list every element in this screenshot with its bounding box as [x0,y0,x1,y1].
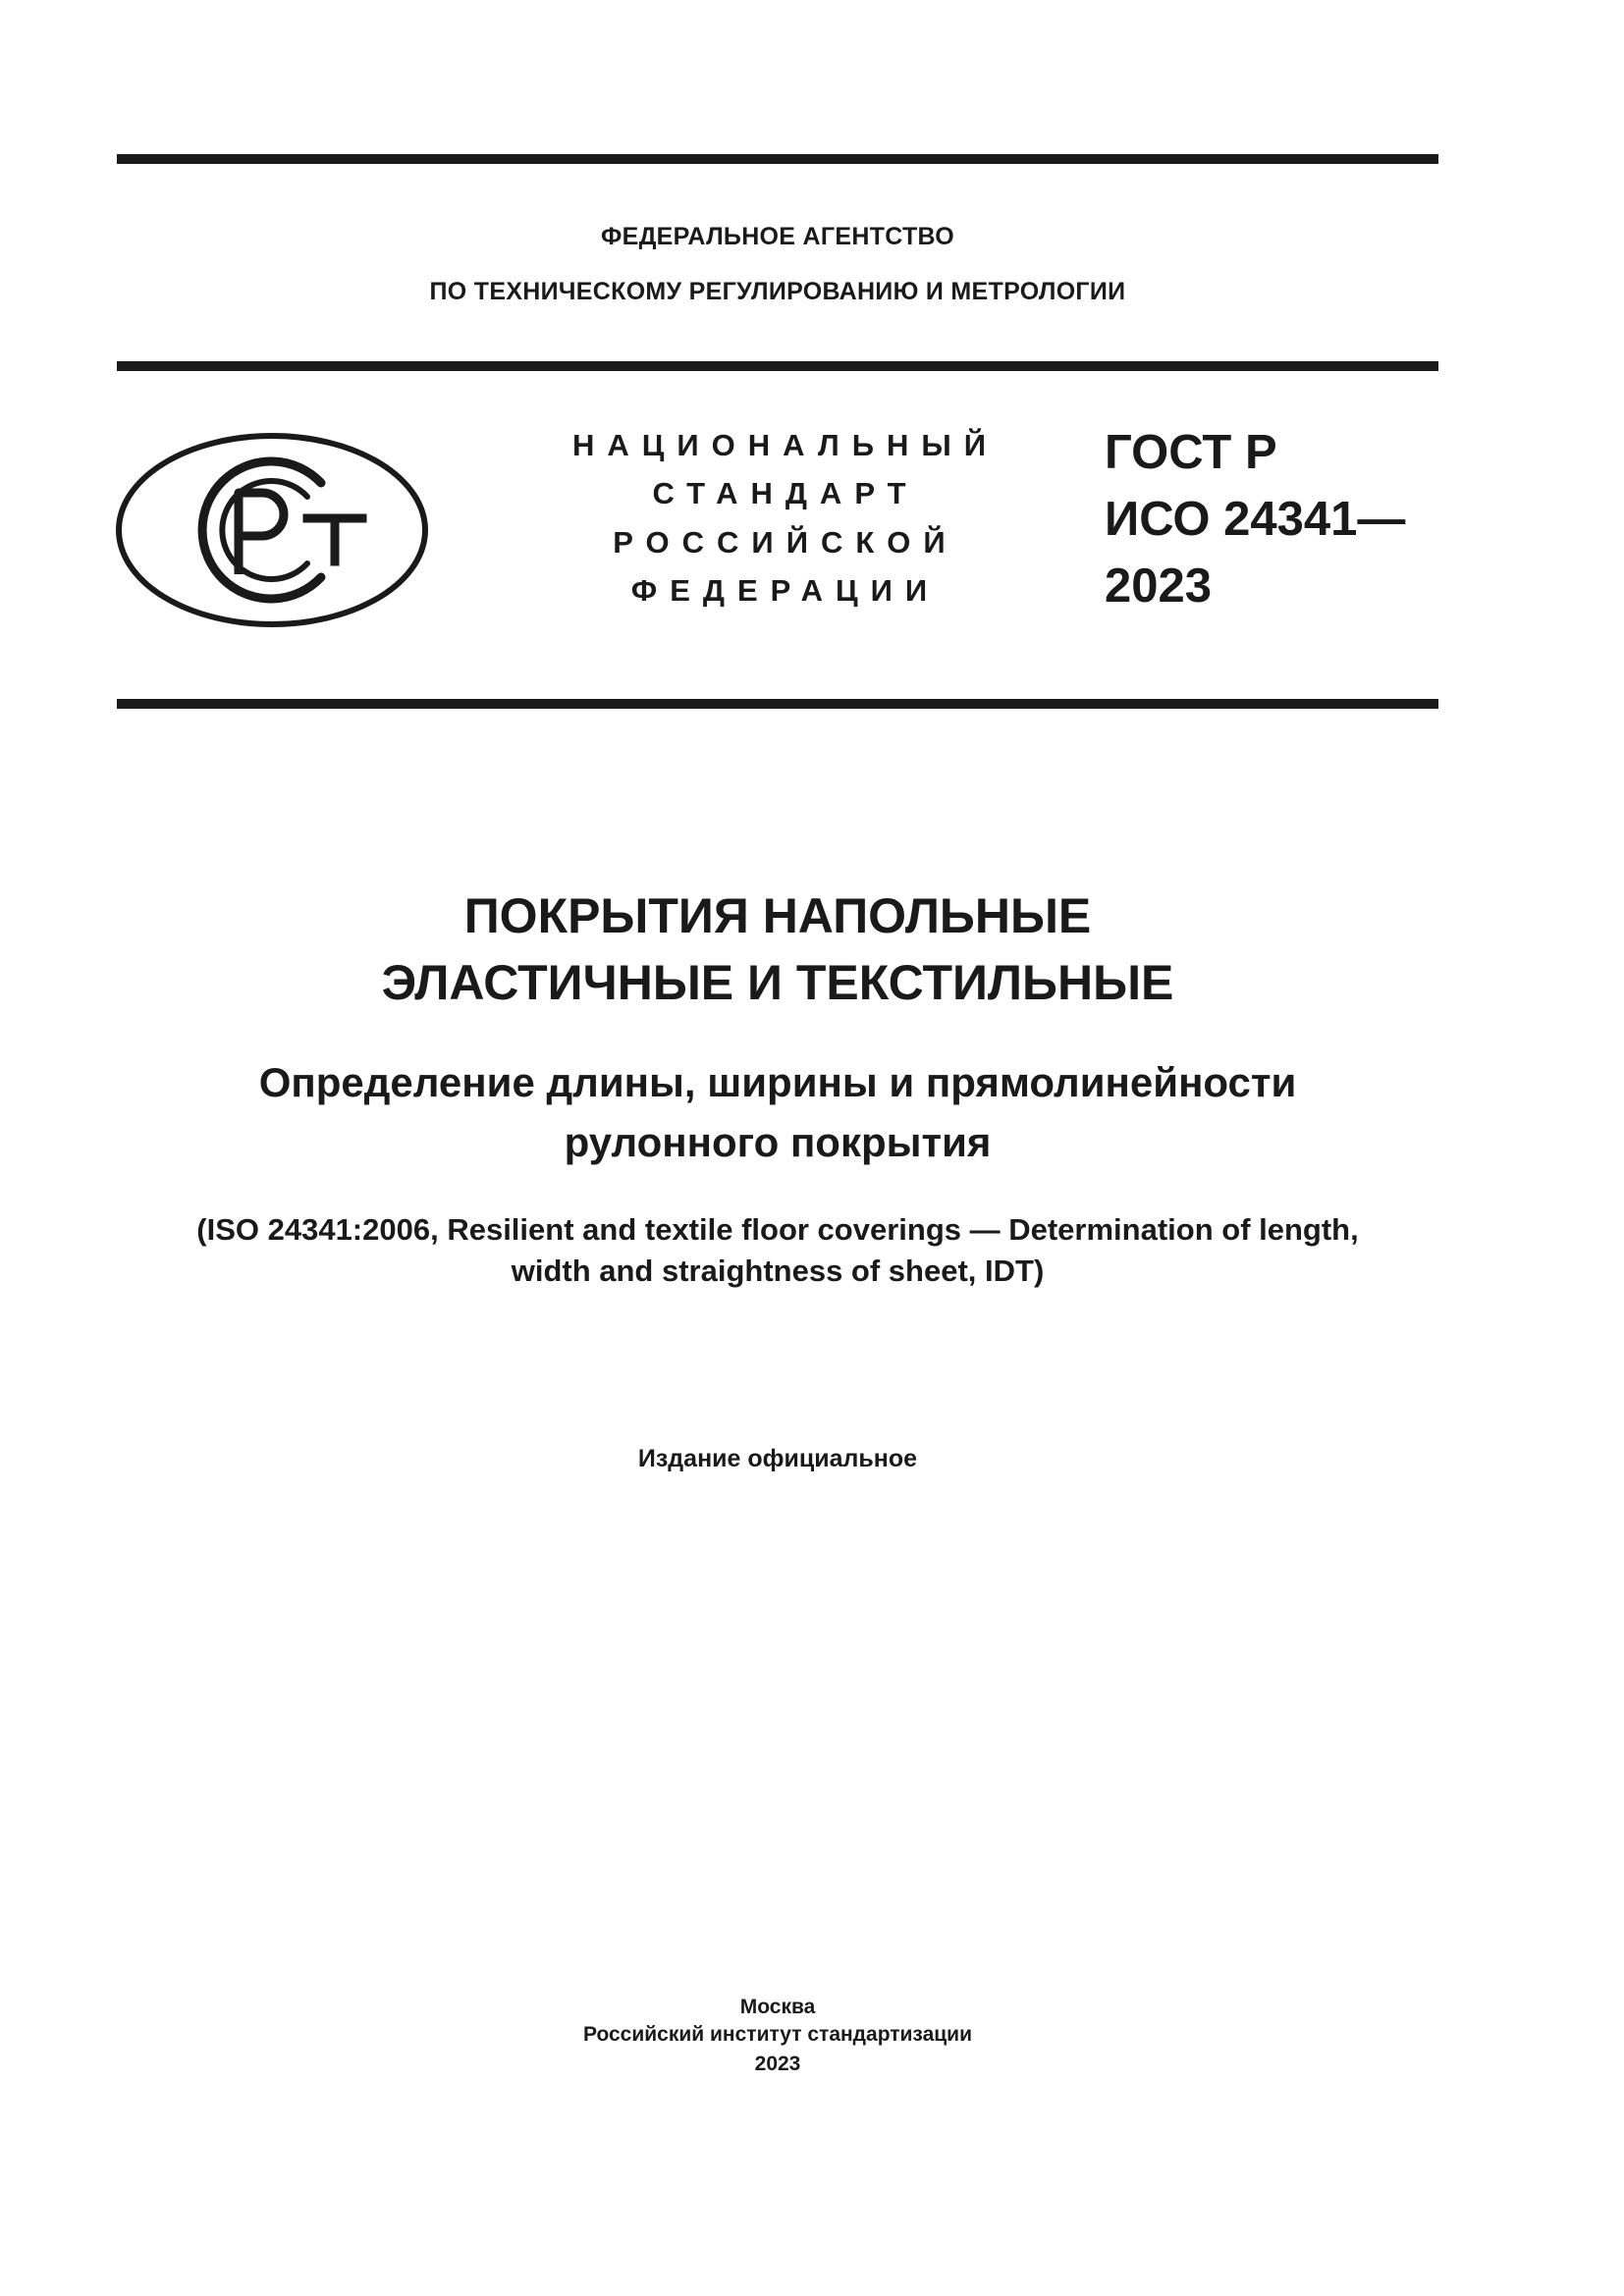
footer-city: Москва [739,1996,816,2018]
national-standard-line-3: РОССИЙСКОЙ [613,525,958,560]
agency-line-2: ПО ТЕХНИЧЕСКОМУ РЕГУЛИРОВАНИЮ И МЕТРОЛОГИИ [429,278,1126,305]
header-rule [117,361,1438,371]
iso-reference-line-1: (ISO 24341:2006, Resilient and textile floor coverings — Determination of length, [196,1212,1359,1247]
national-standard-line-2: СТАНДАРТ [652,476,919,510]
agency-line-1: ФЕДЕРАЛЬНОЕ АГЕНТСТВО [600,223,955,250]
iso-reference-line-2: width and straightness of sheet, IDT) [511,1254,1045,1288]
document-subtitle-line-2: рулонного покрытия [564,1119,992,1165]
top-rule [117,154,1438,164]
document-title-line-1: ПОКРЫТИЯ НАПОЛЬНЫЕ [463,888,1092,943]
national-standard-line-1: НАЦИОНАЛЬНЫЙ [571,428,1000,462]
designation-line-1: ГОСТ Р [1105,426,1277,479]
national-standard-line-4: ФЕДЕРАЦИИ [630,573,941,608]
designation-line-3: 2023 [1105,560,1213,613]
document-subtitle-line-1: Определение длины, ширины и прямолинейности [258,1059,1297,1105]
section-rule [117,699,1438,709]
footer-year: 2023 [754,2053,801,2075]
rst-certification-logo-icon [115,432,429,628]
document-title-line-2: ЭЛАСТИЧНЫЕ И ТЕКСТИЛЬНЫЕ [381,955,1174,1010]
designation-line-2: ИСО 24341— [1105,493,1406,546]
footer-publisher: Российский институт стандартизации [582,2023,973,2046]
edition-label: Издание официальное [637,1445,918,1472]
